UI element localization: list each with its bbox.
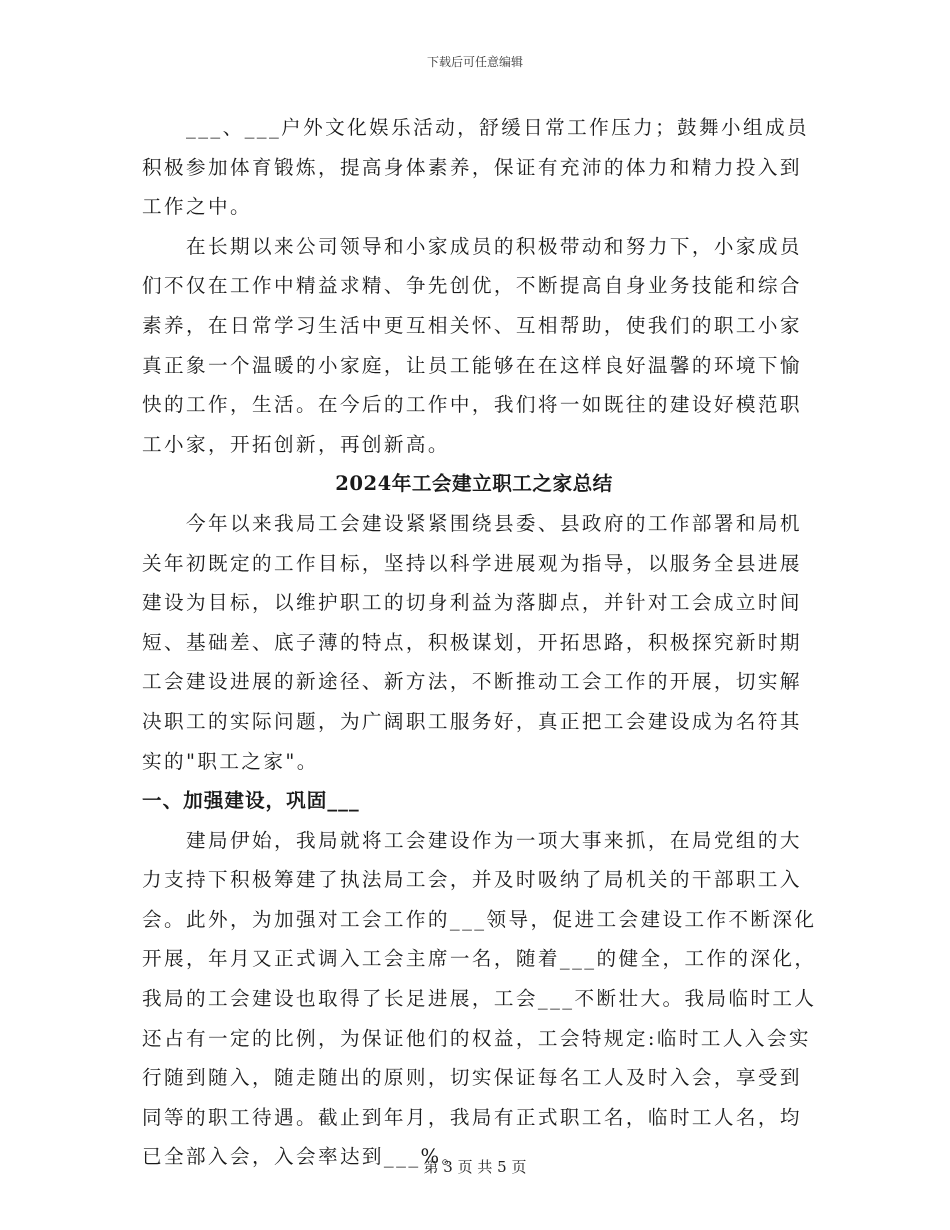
body-line: 还占有一定的比例，为保证他们的权益，工会特规定:临时工人入会实: [142, 1026, 811, 1050]
body-line: 力支持下积极筹建了执法局工会，并及时吸纳了局机关的干部职工入: [142, 868, 802, 892]
body-line: 已全部入会，入会率达到___%。: [142, 1145, 464, 1169]
body-line: 同等的职工待遇。截止到年月，我局有正式职工名，临时工人名，均: [142, 1105, 802, 1129]
body-line: 建局伊始，我局就将工会建设作为一项大事来抓，在局党组的大: [186, 828, 802, 852]
section-title: 2024年工会建立职工之家总结: [335, 472, 613, 496]
body-line: 们不仅在工作中精益求精、争先创优，不断提高自身业务技能和综合: [142, 274, 802, 298]
document-body: [142, 108, 817, 1177]
body-line: 短、基础差、底子薄的特点，积极谋划，开拓思路，积极探究新时期: [142, 630, 802, 654]
body-line: 快的工作，生活。在今后的工作中，我们将一如既往的建设好模范职: [142, 393, 802, 417]
body-line: 会。此外，为加强对工会工作的___领导，促进工会建设工作不断深化: [142, 907, 817, 931]
body-line: 关年初既定的工作目标，坚持以科学进展观为指导，以服务全县进展: [142, 551, 802, 575]
body-line: 实的"职工之家"。: [142, 749, 319, 773]
body-line: 在长期以来公司领导和小家成员的积极带动和努力下，小家成员: [186, 234, 802, 258]
body-line: 行随到随入，随走随出的原则，切实保证每名工人及时入会，享受到: [142, 1066, 802, 1090]
body-line: 今年以来我局工会建设紧紧围绕县委、县政府的工作部署和局机: [186, 511, 802, 535]
body-line: 我局的工会建设也取得了长足进展，工会___不断壮大。我局临时工人: [142, 987, 817, 1011]
body-line: 素养，在日常学习生活中更互相关怀、互相帮助，使我们的职工小家: [142, 313, 802, 337]
body-line: 工小家，开拓创新，再创新高。: [142, 432, 450, 456]
body-line: ___、___户外文化娱乐活动，舒缓日常工作压力；鼓舞小组成员: [186, 116, 810, 139]
page-header: 下载后可任意编辑: [426, 55, 523, 69]
body-line: 决职工的实际问题，为广阔职工服务好，真正把工会建设成为名符其: [142, 709, 802, 733]
body-line: 真正象一个温暖的小家庭，让员工能够在在这样良好温馨的环境下愉: [142, 353, 802, 377]
body-line: 积极参加体育锻炼，提高身体素养，保证有充沛的体力和精力投入到: [142, 155, 802, 179]
body-line: 建设为目标，以维护职工的切身利益为落脚点，并针对工会成立时间: [142, 591, 802, 615]
body-line: 工会建设进展的新途径、新方法，不断推动工会工作的开展，切实解: [142, 670, 802, 694]
page-footer: 第 3 页 共 5 页: [423, 1158, 527, 1176]
body-line: 工作之中。: [142, 195, 252, 219]
section-heading: 一、加强建设，巩固___: [142, 789, 360, 813]
body-line: 开展，年月又正式调入工会主席一名，随着___的健全，工作的深化，: [142, 947, 817, 971]
